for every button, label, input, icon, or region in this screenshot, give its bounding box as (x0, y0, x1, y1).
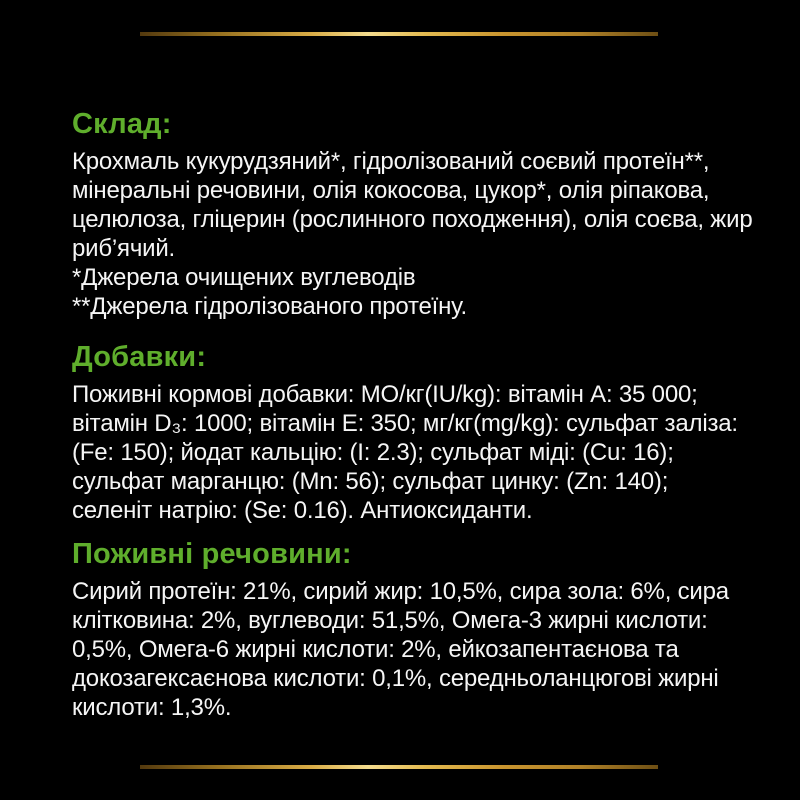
label-content (72, 108, 754, 722)
composition-body: Крохмаль кукурудзяний*, гідролізований соєвий протеїн**, мінеральні речовини, олія кокосова, цукор*, олія ріпакова, целюлоза, гліцерин (рослинного походження), олія соєва, жир риб’ячий. (72, 148, 753, 262)
section-additives (72, 341, 754, 525)
composition-footnote-1: *Джерела очищених вуглеводів (72, 264, 416, 291)
composition-footnote-2: **Джерела гідролізованого протеїну. (72, 293, 468, 320)
additives-body: Поживні кормові добавки: МО/кг(IU/kg): вітамін A: 35 000; вітамін D₃: 1000; вітамін E: 350; мг/кг(mg/kg): сульфат заліза: (Fe: 150); йодат кальцію: (I: 2.3); сульфат міді: (Cu: 16); сульфат марганцю: (Mn: 56); сульфат цинку: (Zn: 140); селеніт натрію: (Se: 0.16). Антиоксиданти. (72, 381, 738, 524)
composition-heading: Склад: (72, 108, 172, 140)
section-composition (72, 108, 754, 321)
additives-heading: Добавки: (72, 341, 207, 373)
top-divider (140, 32, 658, 36)
nutrients-heading: Поживні речовини: (72, 538, 352, 570)
section-nutrients (72, 538, 754, 722)
nutrients-body: Сирий протеїн: 21%, сирий жир: 10,5%, сира зола: 6%, сира клітковина: 2%, вуглеводи: 51,5%, Омега-3 жирні кислоти: 0,5%, Омега-6 жирні кислоти: 2%, ейкозапентаєнова та докозагексаєнова кислоти: 0,1%, середньоланцюгові жирні кислоти: 1,3%. (72, 578, 729, 721)
bottom-divider (140, 765, 658, 769)
